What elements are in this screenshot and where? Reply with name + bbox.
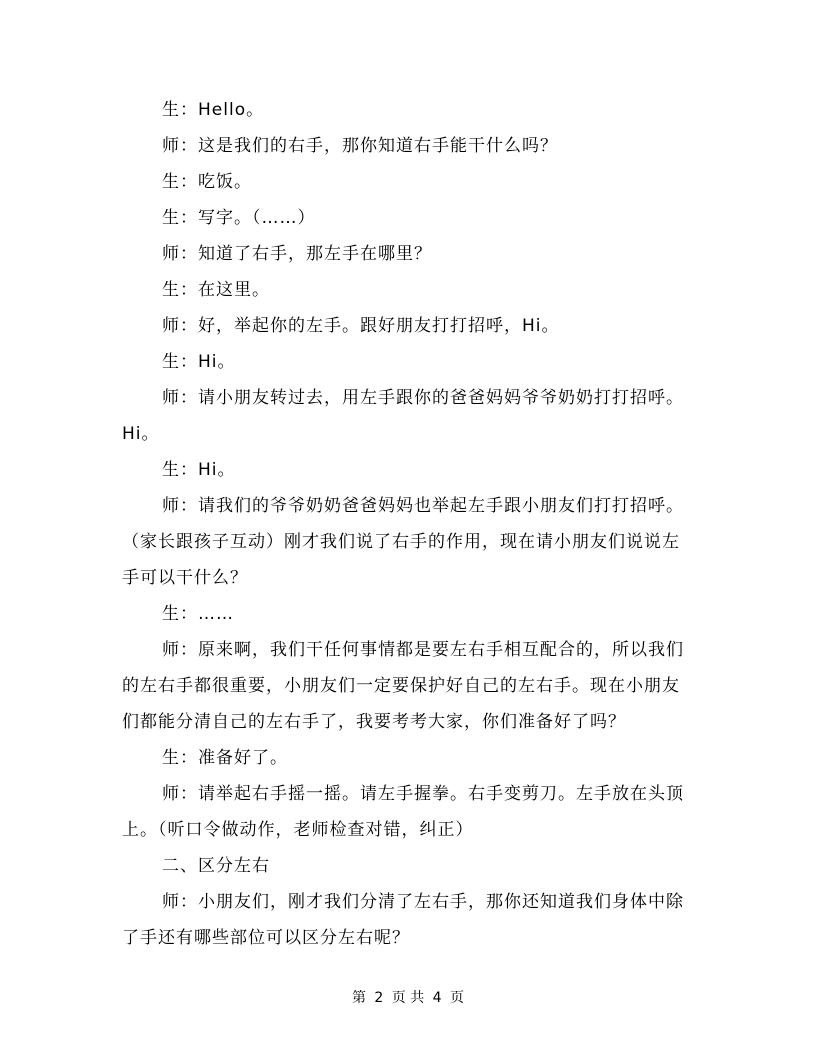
paragraph: 生：在这里。 [162,280,270,300]
paragraph: 师：这是我们的右手，那你知道右手能干什么吗？ [162,136,558,156]
paragraph: 师：好，举起你的左手。跟好朋友打打招呼，Hi。 [162,316,560,336]
footer-suffix: 页 [450,990,465,1006]
paragraph: 师：知道了右手，那左手在哪里？ [162,244,432,264]
document-body [122,92,696,956]
total-pages: 4 [432,990,442,1006]
footer-middle: 页 共 [391,990,425,1006]
paragraph: 生：吃饭。 [162,172,252,192]
section-heading: 二、区分左右 [162,856,270,876]
footer-prefix: 第 [351,990,366,1006]
paragraph: 生：Hi。 [162,460,236,480]
paragraph: 师：请我们的爷爷奶奶爸爸妈妈也举起左手跟小朋友们打打招呼。（家长跟孩子互动）刚才我们说了右手的作用，现在请小朋友们说说左手可以干什么？ [122,496,684,588]
paragraph: 师：原来啊，我们干任何事情都是要左右手相互配合的，所以我们的左右手都很重要，小朋友们一定要保护好自己的左右手。现在小朋友们都能分清自己的左右手了，我要考考大家，你们准备好了吗？ [122,640,684,732]
paragraph: 生：Hi。 [162,352,236,372]
page-number: 2 [374,990,384,1006]
paragraph: 师：请举起右手摇一摇。请左手握拳。右手变剪刀。左手放在头顶上。（听口令做动作，老师检查对错，纠正） [122,784,684,840]
paragraph: 师：小朋友们，刚才我们分清了左右手，那你还知道我们身体中除了手还有哪些部位可以区分左右呢？ [122,892,684,948]
paragraph: 生：…… [162,604,234,624]
paragraph: 生：准备好了。 [162,748,288,768]
paragraph: 师：请小朋友转过去，用左手跟你的爸爸妈妈爷爷奶奶打打招呼。Hi。 [122,388,684,444]
paragraph: 生：写字。（……） [162,208,316,228]
paragraph: 生：Hello。 [162,100,265,120]
page-footer [0,988,816,1008]
